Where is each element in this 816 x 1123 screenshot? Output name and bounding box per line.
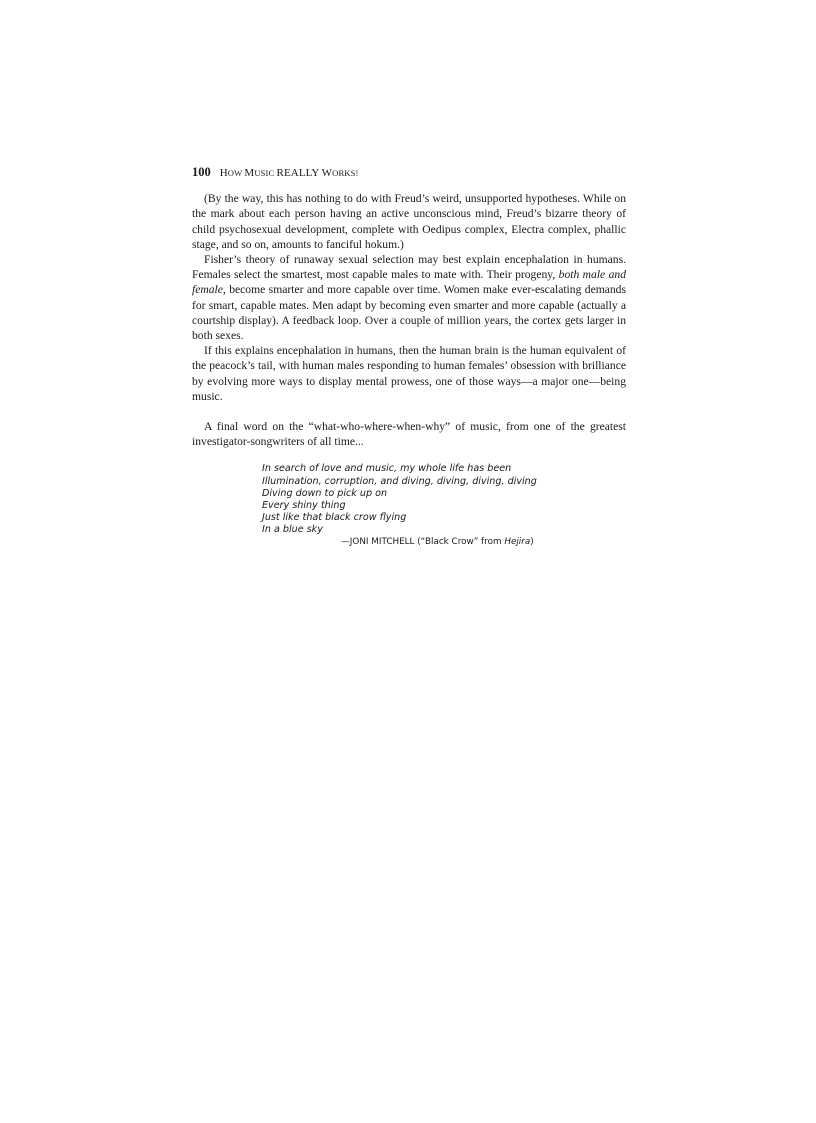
paragraph-freud: (By the way, this has nothing to do with Freud’s weird, unsupported hypotheses. While on the mark about each person having an active unconscious mind, Freud’s bizarre theory of child psychosexual development, complete with Oedipus complex, Electra complex, phallic stage, and so on, amounts to fanciful hokum.)	[192, 192, 626, 251]
page-number: 100	[192, 165, 211, 179]
paragraph-gap	[192, 404, 626, 419]
lyric-line: Every shiny thing	[262, 499, 346, 511]
running-head	[192, 165, 626, 181]
lyric-line: In search of love and music, my whole life has been	[262, 463, 512, 475]
album-title: Hejira	[504, 537, 531, 548]
paragraph-final-word: A final word on the “what-who-where-when-why” of music, from one of the greatest investigator-songwriters of all time...	[192, 420, 626, 449]
paragraph-peacock: If this explains encephalation in humans, then the human brain is the human equivalent of the peacock’s tail, with human males responding to human females’ obsession with brilliance by evolving more ways to display mental prowess, one of those ways—a major one—being music.	[192, 344, 626, 403]
quote-attribution: —JONI MITCHELL (“Black Crow” from Hejira)	[341, 537, 534, 548]
song-lyrics-quote	[262, 463, 626, 548]
lyric-line: Diving down to pick up on	[262, 487, 388, 499]
paragraph-fisher: Fisher’s theory of runaway sexual selection may best explain encephalation in humans. Females select the smartest, most capable males to mate with. Their progeny, both male and female, become smarter and more capable over time. Women make ever-escalating demands for smart, capable mates. Men adapt by becoming even smarter and more capable (actually a courtship display). A feedback loop. Over a couple of million years, the cortex gets larger in both sexes.	[192, 253, 627, 343]
emphasis-both-sexes: both male and female,	[192, 268, 627, 297]
lyric-line: Just like that black crow flying	[262, 511, 407, 523]
book-page	[192, 165, 626, 548]
lyric-line: In a blue sky	[262, 523, 323, 535]
book-title: HOW MUSIC REALLY WORKS!	[219, 167, 359, 179]
lyric-line: Illumination, corruption, and diving, diving, diving, diving	[262, 475, 537, 487]
